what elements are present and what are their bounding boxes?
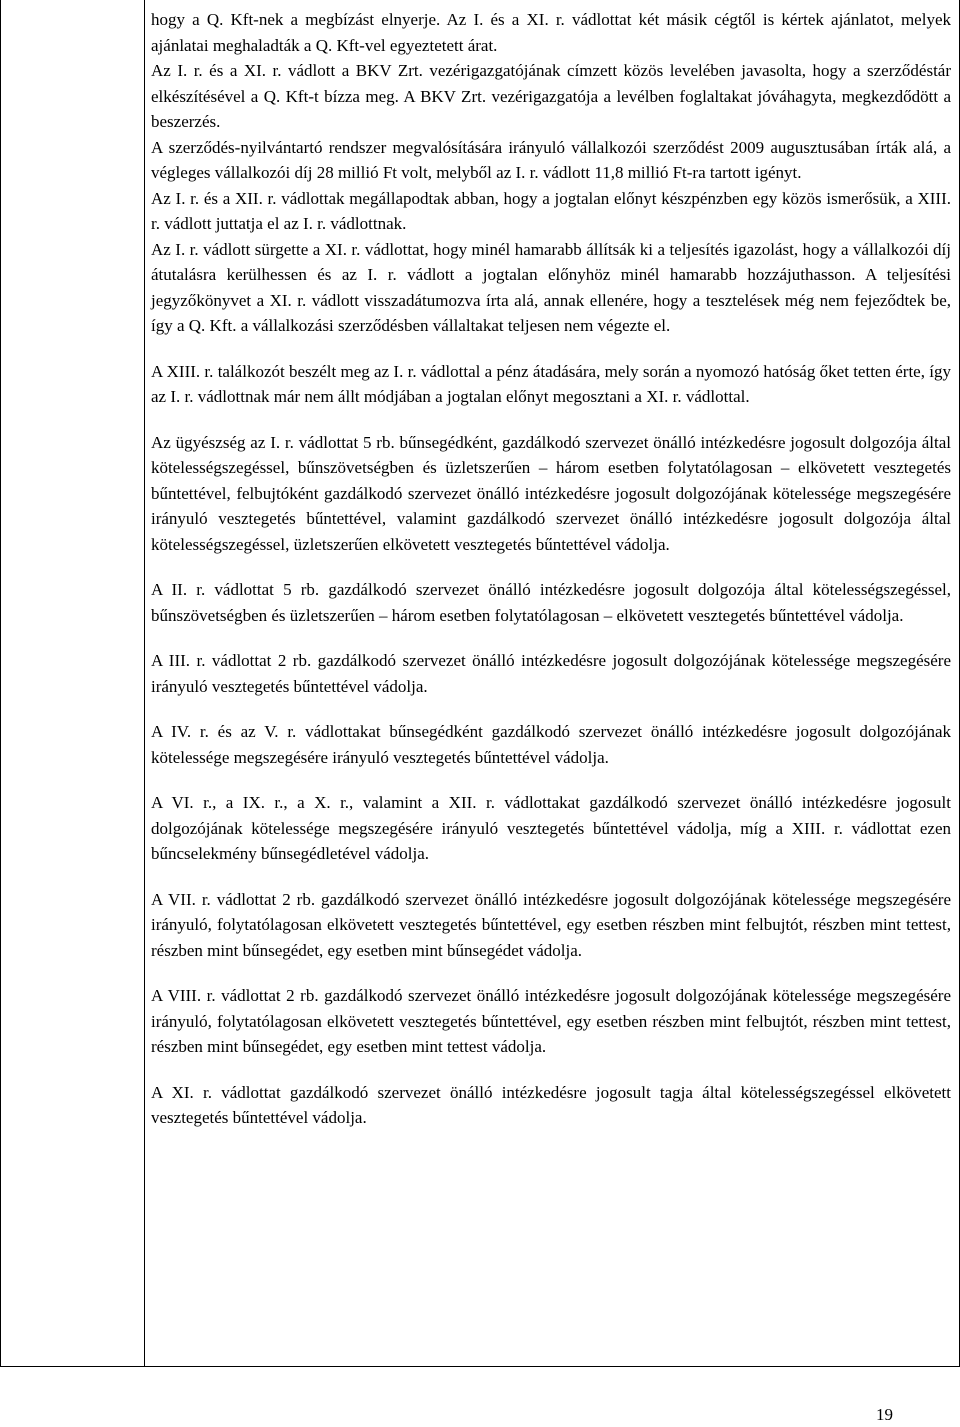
paragraph: A II. r. vádlottat 5 rb. gazdálkodó szervezet önálló intézkedésre jogosult dolgozója által kötelességszegéssel, bűnszövetségben és üzletszerűen – három esetben folytatólagosan – elkövetett vesztegetés bűntettével vádolja.: [151, 580, 951, 625]
paragraph: A VI. r., a IX. r., a X. r., valamint a XII. r. vádlottakat gazdálkodó szervezet önálló intézkedésre jogosult dolgozójának kötelessége megszegésére irányuló vesztegetés bűntettével vádolja, míg a XIII. r. vádlottat ezen bűncselekmény bűnsegédletével vádolja.: [151, 793, 951, 863]
paragraph: Az I. r. vádlott sürgette a XI. r. vádlottat, hogy minél hamarabb állítsák ki a teljesítés igazolást, hogy a vállalkozói díj átutalásra kerülhessen és az I. r. vádlott a jogtalan előnyhöz minél hamarabb hozzájuthasson. A teljesítési jegyzőkönyvet a XI. r. vádlott visszadátumozva írta alá, annak ellenére, hogy a tesztelések még nem fejeződtek be, így a Q. Kft. a vállalkozási szerződésben vállaltakat teljesen nem végezte el.: [151, 239, 951, 335]
paragraph: Az ügyészség az I. r. vádlottat 5 rb. bűnsegédként, gazdálkodó szervezet önálló intézkedésre jogosult dolgozója által kötelességszegéssel, bűnszövetségben és üzletszerűen – három esetben folytatólagosan – elkövetett vesztegetés bűntettével, felbujtóként gazdálkodó szervezet önálló intézkedésre jogosult dolgozójának kötelessége megszegésére irányuló vesztegetés bűntettével, valamint gazdálkodó szervezet önálló intézkedésre jogosult dolgozója által kötelességszegéssel, üzletszerűen elkövetett vesztegetés bűntettével vádolja.: [151, 432, 951, 554]
paragraph: A XIII. r. találkozót beszélt meg az I. r. vádlottal a pénz átadására, mely során a nyomozó hatóság őket tetten érte, így az I. r. vádlottnak már nem állt módjában a jogtalan előnyt megosztani a XI. r. vádlottal.: [151, 361, 951, 406]
paragraph: hogy a Q. Kft-nek a megbízást elnyerje. Az I. és a XI. r. vádlottat két másik cégtől is kértek ajánlatot, melyek ajánlatai meghaladták a Q. Kft-vel egyeztetett árat.: [151, 10, 951, 55]
paragraph: A szerződés-nyilvántartó rendszer megvalósítására irányuló vállalkozói szerződést 2009 augusztusában írták alá, a végleges vállalkozói díj 28 millió Ft volt, melyből az I. r. vádlott 11,8 millió Ft-ra tartott igényt.: [151, 137, 951, 182]
paragraph: A VIII. r. vádlottat 2 rb. gazdálkodó szervezet önálló intézkedésre jogosult dolgozójának kötelessége megszegésére irányuló, folytatólagosan elkövetett vesztegetés bűntettével, egy esetben részben mint felbujtót, részben mint tettest, részben mint bűnsegédet, egy esetben mint tettest vádolja.: [151, 986, 951, 1056]
paragraph: Az I. r. és a XII. r. vádlottak megállapodtak abban, hogy a jogtalan előnyt készpénzben egy közös ismerősük, a XIII. r. vádlott juttatja el az I. r. vádlottnak.: [151, 188, 951, 233]
paragraph: Az I. r. és a XI. r. vádlott a BKV Zrt. vezérigazgatójának címzett közös levelében javasolta, hogy a szerződéstár elkészítésével a Q. Kft-t bízza meg. A BKV Zrt. vezérigazgatója a levélben foglaltakat jóváhagyta, megkezdődött a beszerzés.: [151, 61, 951, 131]
page-number: 19: [876, 1405, 893, 1424]
paragraph: A VII. r. vádlottat 2 rb. gazdálkodó szervezet önálló intézkedésre jogosult dolgozójának kötelessége megszegésére irányuló, folytatólagosan elkövetett vesztegetés bűntettével, egy esetben részben mint felbujtót, részben mint tettest, részben mint bűnsegédet, egy esetben mint bűnsegédet vádolja.: [151, 889, 951, 960]
column-divider: [144, 0, 145, 1366]
paragraph: A IV. r. és az V. r. vádlottakat bűnsegédként gazdálkodó szervezet önálló intézkedésre jogosult dolgozójának kötelessége megszegésére irányuló vesztegetés bűntettével vádolja.: [151, 722, 951, 767]
paragraph: A XI. r. vádlottat gazdálkodó szervezet önálló intézkedésre jogosult tagja által kötelességszegéssel elkövetett vesztegetés bűntettével vádolja.: [151, 1082, 951, 1127]
text-column: [151, 7, 951, 1131]
paragraph: A III. r. vádlottat 2 rb. gazdálkodó szervezet önálló intézkedésre jogosult dolgozójának kötelessége megszegésére irányuló vesztegetés bűntettével vádolja.: [151, 651, 951, 696]
